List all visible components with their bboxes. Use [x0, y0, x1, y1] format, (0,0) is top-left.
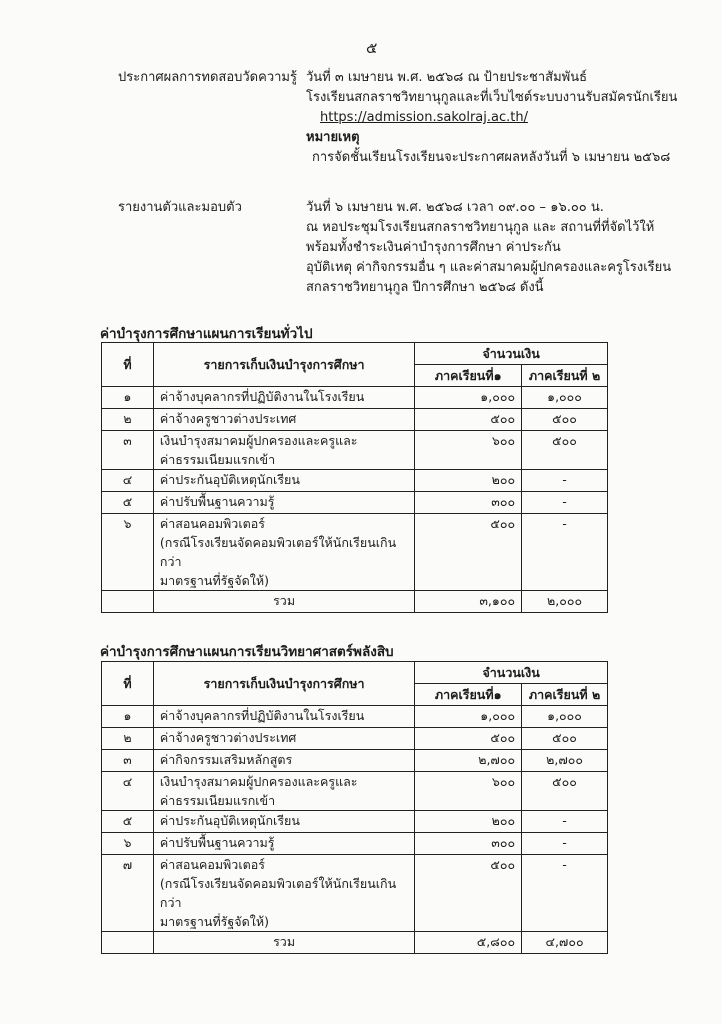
- row-sem1-amount: ๑,๐๐๐: [415, 706, 522, 728]
- row-sem1-amount: ๕๐๐: [415, 855, 522, 932]
- table-row: [102, 750, 608, 772]
- row-item: [153, 833, 414, 855]
- col-header-sem2: ภาคเรียนที่ ๒: [522, 684, 608, 706]
- row-item: [153, 811, 414, 833]
- row-item-line: (กรณีโรงเรียนจัดคอมพิวเตอร์ให้นักเรียนเกินกว่า: [159, 876, 397, 910]
- table2-title: ค่าบำรุงการศึกษาแผนการเรียนวิทยาศาสตร์พลังสิบ: [100, 644, 394, 660]
- row-item-line: ค่าจ้างบุคลากรที่ปฏิบัติงานในโรงเรียน: [159, 389, 365, 404]
- row-sem1-amount: ๓๐๐: [415, 833, 522, 855]
- row-number: ๕: [102, 492, 154, 514]
- table-row: [102, 387, 608, 409]
- table-row: [102, 409, 608, 431]
- note-title: หมายเหตุ: [306, 130, 360, 145]
- row-number: ๒: [102, 728, 154, 750]
- row-number: ๔: [102, 470, 154, 492]
- row-item: [153, 750, 414, 772]
- row-item-line: ค่าปรับพื้นฐานความรู้: [159, 835, 275, 850]
- row-sem2-amount: ๕๐๐: [522, 431, 608, 470]
- row-item-line: เงินบำรุงสมาคมผู้ปกครองและครูและ: [159, 433, 358, 448]
- row-sem2-amount: ๕๐๐: [522, 409, 608, 431]
- row-number: ๓: [102, 750, 154, 772]
- row-sem2-amount: -: [522, 492, 608, 514]
- col-header-item: รายการเก็บเงินบำรุงการศึกษา: [153, 662, 414, 706]
- row-sem1-amount: ๖๐๐: [415, 431, 522, 470]
- row-sem1-amount: ๖๐๐: [415, 772, 522, 811]
- row-sem2-amount: ๑,๐๐๐: [522, 387, 608, 409]
- table-row: [102, 514, 608, 591]
- table-row: [102, 728, 608, 750]
- col-header-item: รายการเก็บเงินบำรุงการศึกษา: [153, 343, 414, 387]
- report-line: ณ หอประชุมโรงเรียนสกลราชวิทยานุกูล และ สถานที่ที่จัดไว้ให้: [306, 220, 655, 235]
- row-item: [153, 706, 414, 728]
- table-row: [102, 470, 608, 492]
- row-item: [153, 431, 414, 470]
- announcement-label: ประกาศผลการทดสอบวัดความรู้: [118, 70, 297, 85]
- row-sem2-amount: -: [522, 470, 608, 492]
- row-sem2-amount: -: [522, 514, 608, 591]
- row-sem2-amount: ๕๐๐: [522, 728, 608, 750]
- row-sem1-amount: ๕๐๐: [415, 514, 522, 591]
- row-item-line: ค่าธรรมเนียมแรกเข้า: [159, 452, 276, 467]
- total-label: รวม: [153, 591, 414, 613]
- col-header-sem1: ภาคเรียนที่๑: [415, 365, 522, 387]
- row-item-line: มาตรฐานที่รัฐจัดให้): [159, 914, 269, 929]
- row-sem2-amount: -: [522, 833, 608, 855]
- row-number: ๓: [102, 431, 154, 470]
- row-item-line: ค่าประกันอุบัติเหตุนักเรียน: [159, 472, 300, 487]
- row-item-line: ค่าจ้างครูชาวต่างประเทศ: [159, 730, 297, 745]
- col-header-no: ที่: [102, 662, 154, 706]
- row-item: [153, 409, 414, 431]
- announcement-body: [306, 68, 706, 168]
- row-number: ๖: [102, 833, 154, 855]
- row-sem1-amount: ๕๐๐: [415, 728, 522, 750]
- table-row: [102, 706, 608, 728]
- table-row: [102, 492, 608, 514]
- row-item-line: มาตรฐานที่รัฐจัดให้): [159, 573, 269, 588]
- row-number: ๖: [102, 514, 154, 591]
- table-row: [102, 772, 608, 811]
- col-header-amount: จำนวนเงิน: [415, 343, 608, 365]
- row-number: ๔: [102, 772, 154, 811]
- report-line: พร้อมทั้งชำระเงินค่าบำรุงการศึกษา ค่าประกัน: [306, 240, 561, 255]
- row-sem1-amount: ๑,๐๐๐: [415, 387, 522, 409]
- row-number: ๑: [102, 387, 154, 409]
- row-sem2-amount: -: [522, 811, 608, 833]
- table1: [101, 342, 608, 613]
- row-item: [153, 470, 414, 492]
- admission-link[interactable]: https://admission.sakolraj.ac.th/: [320, 110, 528, 125]
- row-item: [153, 514, 414, 591]
- row-number: ๑: [102, 706, 154, 728]
- row-sem2-amount: ๒,๗๐๐: [522, 750, 608, 772]
- total-sem1: ๕,๘๐๐: [415, 932, 522, 954]
- report-line: อุบัติเหตุ ค่ากิจกรรมอื่น ๆ และค่าสมาคมผู้ปกครองและครูโรงเรียน: [306, 260, 672, 275]
- announcement-line: โรงเรียนสกลราชวิทยานุกูลและที่เว็บไซต์ระบบงานรับสมัครนักเรียน: [306, 90, 678, 105]
- table-row: [102, 431, 608, 470]
- total-sem2: ๒,๐๐๐: [522, 591, 608, 613]
- row-item-line: เงินบำรุงสมาคมผู้ปกครองและครูและ: [159, 774, 358, 789]
- announcement-line: วันที่ ๓ เมษายน พ.ศ. ๒๕๖๘ ณ ป้ายประชาสัมพันธ์: [306, 70, 588, 85]
- report-body: [306, 198, 706, 298]
- col-header-amount: จำนวนเงิน: [415, 662, 608, 684]
- row-sem1-amount: ๕๐๐: [415, 409, 522, 431]
- row-sem1-amount: ๒๐๐: [415, 470, 522, 492]
- row-item: [153, 855, 414, 932]
- table1-title: ค่าบำรุงการศึกษาแผนการเรียนทั่วไป: [100, 326, 313, 342]
- total-sem2: ๔,๗๐๐: [522, 932, 608, 954]
- row-item-line: ค่าประกันอุบัติเหตุนักเรียน: [159, 813, 300, 828]
- row-item-line: ค่าสอนคอมพิวเตอร์: [159, 857, 265, 872]
- row-item-line: (กรณีโรงเรียนจัดคอมพิวเตอร์ให้นักเรียนเกินกว่า: [159, 535, 397, 569]
- row-sem2-amount: ๕๐๐: [522, 772, 608, 811]
- row-item-line: ค่าจ้างบุคลากรที่ปฏิบัติงานในโรงเรียน: [159, 708, 365, 723]
- note-text: การจัดชั้นเรียนโรงเรียนจะประกาศผลหลังวันที่ ๖ เมษายน ๒๕๖๘: [312, 150, 671, 165]
- row-sem1-amount: ๒,๗๐๐: [415, 750, 522, 772]
- row-number: ๗: [102, 855, 154, 932]
- total-label: รวม: [153, 932, 414, 954]
- report-line: สกลราชวิทยานุกูล ปีการศึกษา ๒๕๖๘ ดังนี้: [306, 280, 544, 295]
- col-header-sem1: ภาคเรียนที่๑: [415, 684, 522, 706]
- table-row: [102, 833, 608, 855]
- row-sem1-amount: ๒๐๐: [415, 811, 522, 833]
- row-sem1-amount: ๓๐๐: [415, 492, 522, 514]
- table2: [101, 661, 608, 954]
- row-number: ๒: [102, 409, 154, 431]
- table-row: [102, 811, 608, 833]
- page-number: ๕: [366, 39, 378, 57]
- total-sem1: ๓,๑๐๐: [415, 591, 522, 613]
- row-item-line: ค่าปรับพื้นฐานความรู้: [159, 494, 275, 509]
- row-sem2-amount: -: [522, 855, 608, 932]
- row-number: ๕: [102, 811, 154, 833]
- row-item-line: ค่าสอนคอมพิวเตอร์: [159, 516, 265, 531]
- col-header-no: ที่: [102, 343, 154, 387]
- table-row: [102, 855, 608, 932]
- col-header-sem2: ภาคเรียนที่ ๒: [522, 365, 608, 387]
- row-item-line: ค่าจ้างครูชาวต่างประเทศ: [159, 411, 297, 426]
- report-label: รายงานตัวและมอบตัว: [118, 200, 242, 215]
- row-item: [153, 387, 414, 409]
- row-item: [153, 728, 414, 750]
- row-item: [153, 492, 414, 514]
- report-line: วันที่ ๖ เมษายน พ.ศ. ๒๕๖๘ เวลา ๐๙.๐๐ – ๑๖.๐๐ น.: [306, 200, 604, 215]
- row-item: [153, 772, 414, 811]
- row-item-line: ค่าธรรมเนียมแรกเข้า: [159, 793, 276, 808]
- row-item-line: ค่ากิจกรรมเสริมหลักสูตร: [159, 752, 293, 767]
- row-sem2-amount: ๑,๐๐๐: [522, 706, 608, 728]
